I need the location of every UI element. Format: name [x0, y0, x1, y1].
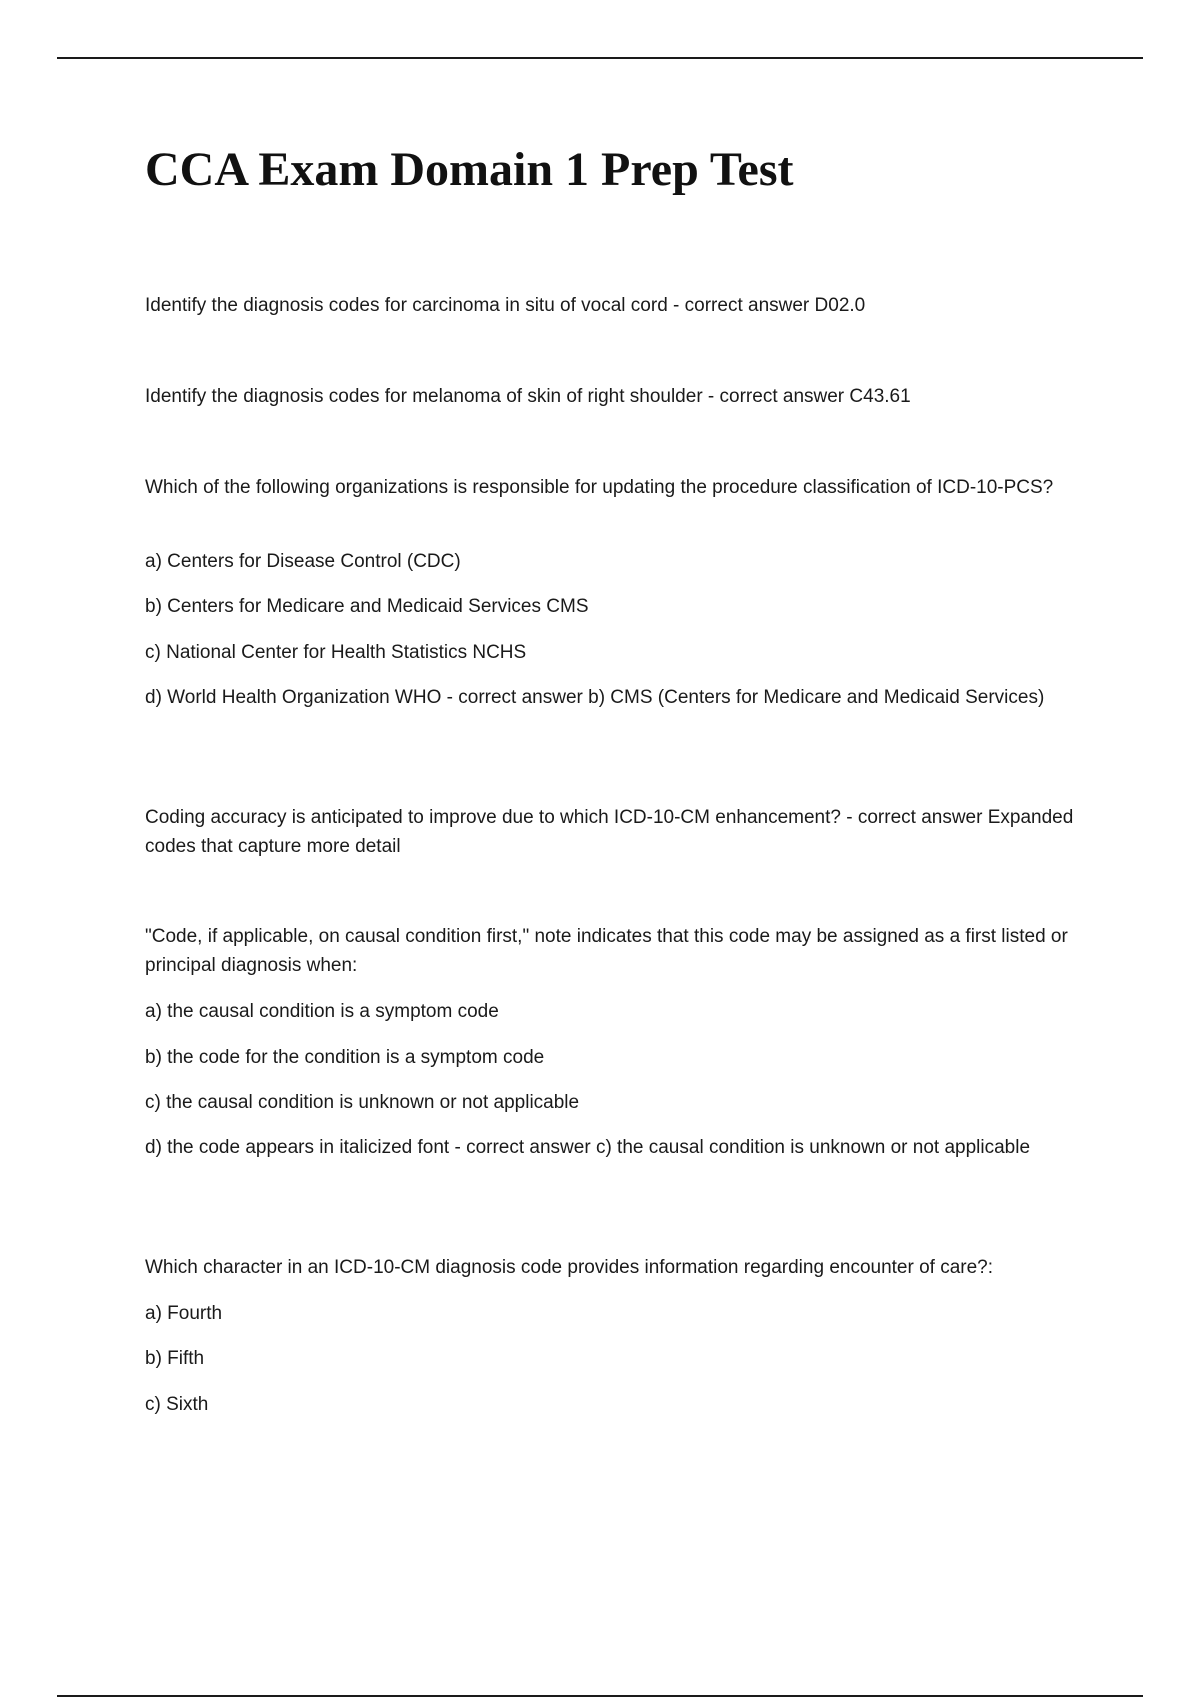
option-5c: c) the causal condition is unknown or not applicable — [145, 1092, 580, 1113]
option-3c: c) National Center for Health Statistics NCHS — [145, 642, 527, 663]
top-rule — [57, 57, 1143, 59]
question-3: Which of the following organizations is responsible for updating the procedure classification of ICD-10-PCS? — [145, 477, 1054, 498]
question-5: "Code, if applicable, on causal condition first," note indicates that this code may be assigned as a first listed or principal diagnosis when: — [145, 926, 1068, 976]
option-6b: b) Fifth — [145, 1348, 205, 1369]
question-4: Coding accuracy is anticipated to improve due to which ICD-10-CM enhancement? - correct answer Expanded codes that capture more detail — [145, 807, 1074, 857]
page-title: CCA Exam Domain 1 Prep Test — [145, 143, 794, 196]
option-5b: b) the code for the condition is a symptom code — [145, 1047, 545, 1068]
option-6c: c) Sixth — [145, 1394, 209, 1415]
bottom-rule — [57, 1695, 1143, 1697]
option-5a: a) the causal condition is a symptom code — [145, 1001, 499, 1022]
option-5d-answer: d) the code appears in italicized font - correct answer c) the causal condition is unknown or not applicable — [145, 1137, 1031, 1158]
question-6: Which character in an ICD-10-CM diagnosis code provides information regarding encounter of care?: — [145, 1257, 994, 1278]
option-3a: a) Centers for Disease Control (CDC) — [145, 551, 461, 572]
option-3b: b) Centers for Medicare and Medicaid Services CMS — [145, 596, 589, 617]
question-2: Identify the diagnosis codes for melanoma of skin of right shoulder - correct answer C43.61 — [145, 386, 911, 407]
option-6a: a) Fourth — [145, 1303, 223, 1324]
question-1: Identify the diagnosis codes for carcinoma in situ of vocal cord - correct answer D02.0 — [145, 295, 866, 316]
option-3d-answer: d) World Health Organization WHO - correct answer b) CMS (Centers for Medicare and Medicaid Services) — [145, 687, 1045, 708]
